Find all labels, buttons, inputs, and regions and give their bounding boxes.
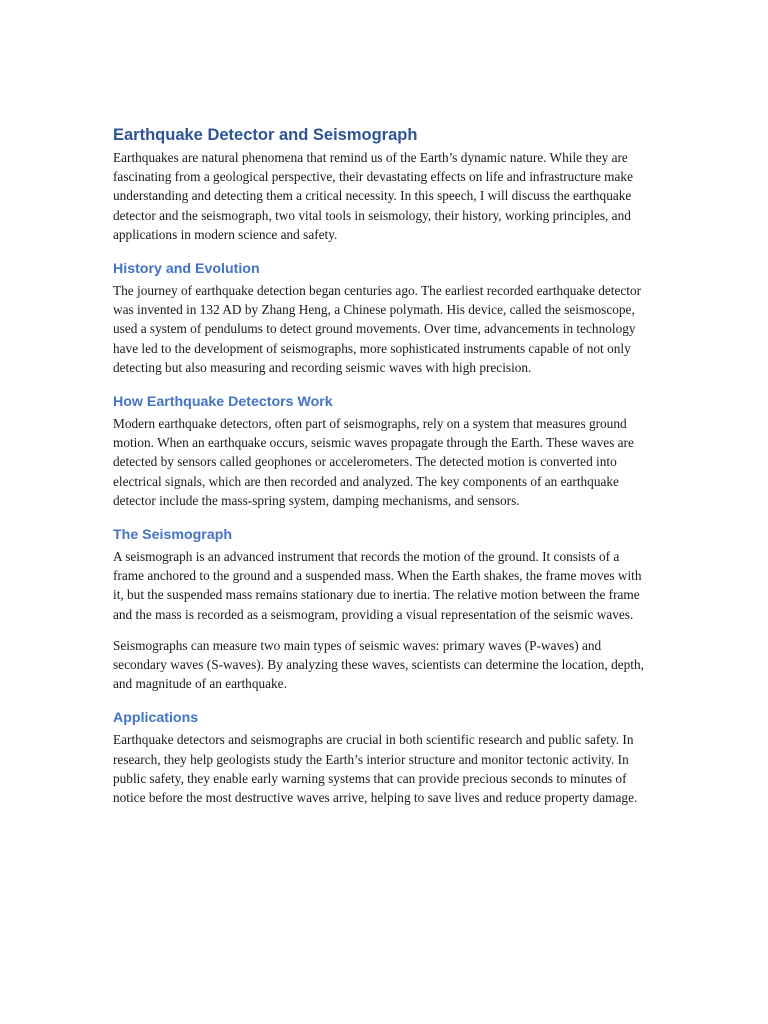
section-gap — [113, 693, 648, 707]
section-gap — [113, 377, 648, 391]
section-gap — [113, 510, 648, 524]
section-seismograph — [113, 524, 648, 693]
intro-paragraph: Earthquakes are natural phenomena that remind us of the Earth’s dynamic nature. While they are fascinating from a geological perspective, their devastating effects on life and infrastructure make understanding and detecting them a critical necessity. In this speech, I will discuss the earthquake detector and the seismograph, two vital tools in seismology, their history, working principles, and applications in modern science and safety. — [113, 150, 633, 242]
section-history — [113, 258, 648, 377]
section-gap — [113, 244, 648, 258]
section-paragraph: Modern earthquake detectors, often part of seismographs, rely on a system that measures ground motion. When an earthquake occurs, seismic waves propagate through the Earth. These waves are detected by sensors called geophones or accelerometers. The detected motion is converted into electrical signals, which are then recorded and analyzed. The key components of an earthquake detector include the mass-spring system, damping mechanisms, and sensors. — [113, 416, 634, 508]
section-heading: Applications — [113, 710, 199, 727]
section-paragraph: Earthquake detectors and seismographs are crucial in both scientific research and public safety. In research, they help geologists study the Earth’s interior structure and monitor tectonic activity. In public safety, they enable early warning systems that can provide precious seconds to minutes of notice before the most destructive waves arrive, helping to save lives and reduce property damage. — [113, 732, 638, 806]
section-paragraph: Seismographs can measure two main types of seismic waves: primary waves (P-waves) and secondary waves (S-waves). By analyzing these waves, scientists can determine the location, depth, and magnitude of an earthquake. — [113, 637, 644, 692]
section-heading: History and Evolution — [113, 261, 260, 278]
section-how-detectors-work — [113, 391, 648, 510]
section-paragraph: The journey of earthquake detection began centuries ago. The earliest recorded earthquake detector was invented in 132 AD by Zhang Heng, a Chinese polymath. His device, called the seismoscope, used a system of pendulums to detect ground movements. Over time, advancements in technology have led to the development of seismographs, more sophisticated instruments capable of not only detecting but also measuring and recording seismic waves with high precision. — [113, 283, 642, 375]
section-heading: The Seismograph — [113, 527, 233, 544]
section-heading: How Earthquake Detectors Work — [113, 394, 333, 411]
document-title: Earthquake Detector and Seismograph — [113, 126, 418, 144]
section-paragraph: A seismograph is an advanced instrument that records the motion of the ground. It consists of a frame anchored to the ground and a suspended mass. When the Earth shakes, the frame moves with it, but the suspended mass remains stationary due to inertia. The relative motion between the frame and the mass is recorded as a seismogram, providing a visual representation of the seismic waves. — [113, 549, 642, 622]
document-page — [113, 124, 648, 807]
section-applications — [113, 707, 648, 807]
